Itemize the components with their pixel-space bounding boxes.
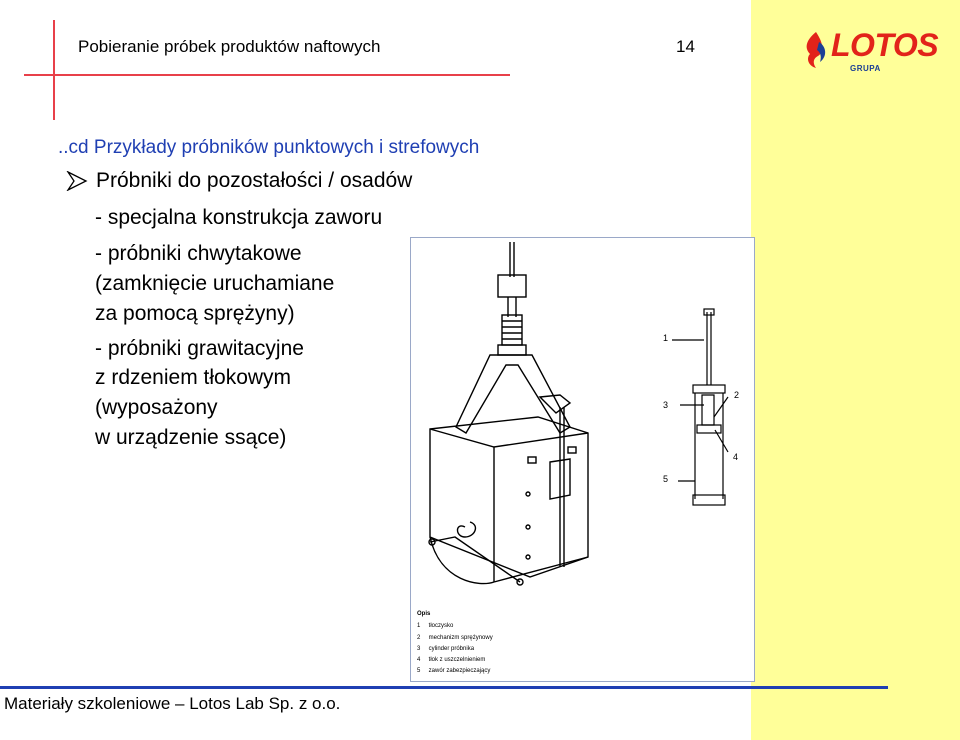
logo-wordmark: LOTOS xyxy=(831,27,939,63)
body-line: - próbniki grawitacyjne xyxy=(95,337,304,360)
yellow-side-band xyxy=(751,0,960,740)
section-title: ..cd Przykłady próbników punktowych i strefowych xyxy=(58,137,480,158)
legend-number: 4 xyxy=(417,657,421,663)
legend-row xyxy=(417,646,474,652)
body-line: - specjalna konstrukcja zaworu xyxy=(95,206,383,229)
callout-number: 5 xyxy=(663,474,669,484)
legend-label: mechanizm sprężynowy xyxy=(428,635,493,641)
legend-label: zawór zabezpieczający xyxy=(428,668,491,674)
callout-number: 4 xyxy=(733,452,739,462)
legend-number: 5 xyxy=(417,668,421,674)
lotos-flame-icon xyxy=(800,30,832,70)
grab-sampler-drawing xyxy=(410,237,753,607)
legend-row xyxy=(417,635,493,641)
red-vertical-rule xyxy=(53,20,55,120)
callout-number: 3 xyxy=(663,400,669,410)
body-line: z rdzeniem tłokowym xyxy=(95,366,292,389)
red-horizontal-rule xyxy=(24,74,510,76)
bullet-text: Próbniki do pozostałości / osadów xyxy=(96,169,413,192)
body-line: w urządzenie ssące) xyxy=(95,426,287,449)
legend-label: tłok z uszczelnieniem xyxy=(428,657,486,663)
legend-title: Opis xyxy=(417,611,431,617)
legend-number: 3 xyxy=(417,646,421,652)
legend-number: 1 xyxy=(417,623,421,629)
body-line: - próbniki chwytakowe xyxy=(95,242,302,265)
lotos-logo xyxy=(800,27,939,80)
legend-label: tłoczysko xyxy=(428,623,454,629)
legend-row xyxy=(417,623,453,629)
body-line: za pomocą sprężyny) xyxy=(95,302,295,325)
header-title: Pobieranie próbek produktów naftowych xyxy=(78,37,381,56)
body-line: (wyposażony xyxy=(95,396,218,419)
legend-label: cylinder próbnika xyxy=(428,646,475,652)
footer-rule xyxy=(0,686,888,689)
page-number: 14 xyxy=(676,37,695,56)
legend-row xyxy=(417,668,490,674)
legend-row xyxy=(417,657,485,663)
footer-text: Materiały szkoleniowe – Lotos Lab Sp. z o.o. xyxy=(4,694,341,713)
legend-number: 2 xyxy=(417,635,421,641)
body-line: (zamknięcie uruchamiane xyxy=(95,272,335,295)
logo-subtext: GRUPA xyxy=(850,64,881,73)
arrow-bullet-icon xyxy=(66,171,88,191)
callout-number: 2 xyxy=(734,390,740,400)
callout-number: 1 xyxy=(663,333,669,343)
